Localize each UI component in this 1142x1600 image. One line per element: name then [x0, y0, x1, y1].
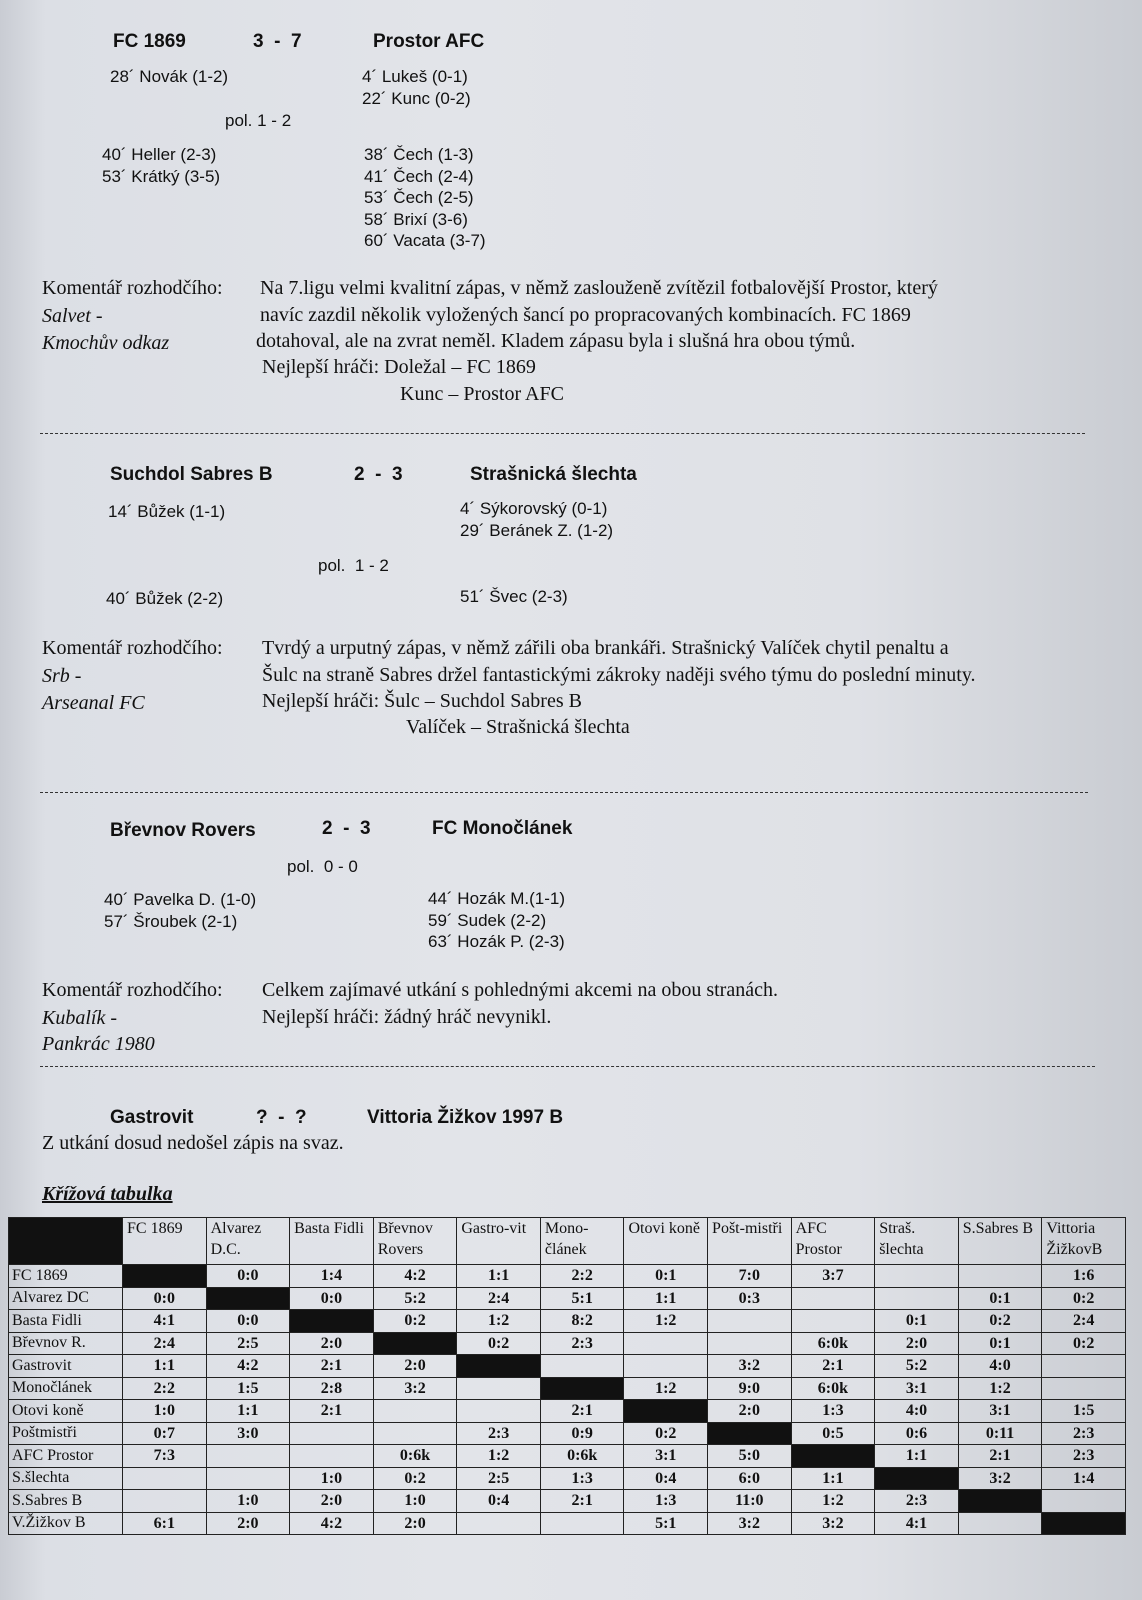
match1-away-goals-second-half — [364, 144, 486, 252]
match2-best-players: Nejlepší hráči: Šulc – Suchdol Sabres B — [262, 690, 582, 712]
result-cell: 1:1 — [875, 1445, 959, 1468]
cross-table — [8, 1217, 1126, 1535]
result-cell: 2:0 — [373, 1355, 457, 1378]
column-header: Alvarez D.C. — [206, 1218, 290, 1265]
column-header: Gastro-vit — [457, 1218, 541, 1265]
result-cell: 1:2 — [624, 1377, 708, 1400]
match3-comment-line: Celkem zajímavé utkání s pohlednými akcemi na obou stranách. — [262, 979, 778, 1001]
match2-referee-club: Arseanal FC — [42, 692, 145, 714]
match2-score: 2 - 3 — [354, 464, 403, 485]
result-cell: 8:2 — [540, 1310, 624, 1333]
match1-best-players: Nejlepší hráči: Doležal – FC 1869 — [262, 356, 536, 378]
diagonal-cell — [708, 1422, 792, 1445]
result-cell: 1:4 — [290, 1265, 374, 1288]
result-cell: 1:0 — [290, 1467, 374, 1490]
result-cell — [624, 1355, 708, 1378]
result-cell: 1:2 — [791, 1490, 875, 1513]
match1-score: 3 - 7 — [253, 31, 302, 52]
result-cell — [206, 1445, 290, 1468]
table-corner-cell — [9, 1218, 123, 1265]
row-team-name: Otovi koně — [9, 1400, 123, 1423]
match1-referee-club: Kmochův odkaz — [42, 332, 170, 354]
result-cell: 2:4 — [457, 1287, 541, 1310]
result-cell: 1:0 — [123, 1400, 207, 1423]
column-header: Mono-článek — [540, 1218, 624, 1265]
result-cell: 4:2 — [206, 1355, 290, 1378]
row-team-name: Basta Fidli — [9, 1310, 123, 1333]
result-cell: 2:1 — [540, 1400, 624, 1423]
goal-entry: 53´ Čech (2-5) — [364, 188, 474, 207]
match1-halftime: pol. 1 - 2 — [225, 111, 292, 130]
match3-home-goals — [104, 889, 256, 932]
diagonal-cell — [1042, 1512, 1126, 1535]
result-cell: 2:0 — [373, 1512, 457, 1535]
result-cell — [206, 1467, 290, 1490]
result-cell: 7:0 — [708, 1265, 792, 1288]
result-cell — [540, 1512, 624, 1535]
result-cell — [290, 1445, 374, 1468]
match1-referee-name: Salvet - — [42, 305, 103, 327]
result-cell: 6:1 — [123, 1512, 207, 1535]
match1-away-goals-first-half — [362, 66, 471, 109]
row-team-name: Poštmistři — [9, 1422, 123, 1445]
diagonal-cell — [875, 1467, 959, 1490]
match2-away-goals-first-half — [460, 498, 613, 541]
result-cell: 4:0 — [875, 1400, 959, 1423]
result-cell: 1:5 — [1042, 1400, 1126, 1423]
goal-entry: 58´ Brixí (3-6) — [364, 209, 468, 229]
result-cell — [1042, 1355, 1126, 1378]
result-cell: 3:7 — [791, 1265, 875, 1288]
table-row — [9, 1377, 1126, 1400]
result-cell: 0:1 — [958, 1287, 1042, 1310]
result-cell: 0:3 — [708, 1287, 792, 1310]
match4-note: Z utkání dosud nedošel zápis na svaz. — [42, 1132, 344, 1154]
result-cell: 5:2 — [373, 1287, 457, 1310]
result-cell — [373, 1422, 457, 1445]
match1-comment-line: Na 7.ligu velmi kvalitní zápas, v němž zaslouženě zvítězil fotbalovější Prostor, který — [260, 277, 938, 299]
result-cell — [958, 1265, 1042, 1288]
cross-table-header-row — [9, 1218, 1126, 1265]
result-cell: 4:1 — [875, 1512, 959, 1535]
result-cell — [708, 1310, 792, 1333]
goal-entry: 57´ Šroubek (2-1) — [104, 911, 238, 931]
goal-entry: 38´ Čech (1-3) — [364, 145, 474, 164]
result-cell: 2:5 — [206, 1332, 290, 1355]
goal-entry: 63´ Hozák P. (2-3) — [428, 932, 565, 951]
result-cell: 3:1 — [958, 1400, 1042, 1423]
match3-score: 2 - 3 — [322, 818, 371, 839]
match3-home-team: Břevnov Rovers — [110, 820, 256, 841]
goal-entry: 14´ Bůžek (1-1) — [108, 502, 226, 521]
result-cell: 1:0 — [373, 1490, 457, 1513]
result-cell: 1:2 — [624, 1310, 708, 1333]
result-cell: 3:0 — [206, 1422, 290, 1445]
result-cell: 0:1 — [875, 1310, 959, 1333]
result-cell: 0:0 — [123, 1287, 207, 1310]
match2-comment-line: Tvrdý a urputný zápas, v němž zářili oba brankáři. Strašnický Valíček chytil penaltu a — [262, 637, 949, 659]
result-cell: 0:2 — [1042, 1287, 1126, 1310]
result-cell: 2:5 — [457, 1467, 541, 1490]
divider — [40, 1066, 1095, 1067]
row-team-name: S.šlechta — [9, 1467, 123, 1490]
result-cell: 0:2 — [373, 1467, 457, 1490]
result-cell: 2:1 — [290, 1400, 374, 1423]
result-cell: 2:0 — [206, 1512, 290, 1535]
match4-away-team: Vittoria Žižkov 1997 B — [367, 1107, 564, 1128]
result-cell — [373, 1400, 457, 1423]
goal-entry: 59´ Sudek (2-2) — [428, 910, 547, 930]
goal-entry: 4´ Lukeš (0-1) — [362, 67, 468, 86]
result-cell: 0:0 — [206, 1310, 290, 1333]
result-cell — [540, 1355, 624, 1378]
result-cell: 1:1 — [123, 1355, 207, 1378]
result-cell: 3:2 — [373, 1377, 457, 1400]
result-cell: 9:0 — [708, 1377, 792, 1400]
result-cell — [123, 1490, 207, 1513]
result-cell: 3:2 — [708, 1355, 792, 1378]
match1-away-team: Prostor AFC — [373, 31, 485, 52]
result-cell — [958, 1512, 1042, 1535]
match1-comment-line: dotahoval, ale na zvrat neměl. Kladem zápasu byla i slušná hra obou týmů. — [256, 330, 856, 352]
goal-entry: 29´ Beránek Z. (1-2) — [460, 520, 614, 540]
result-cell: 5:2 — [875, 1355, 959, 1378]
result-cell: 3:2 — [791, 1512, 875, 1535]
goal-entry: 22´ Kunc (0-2) — [362, 88, 471, 108]
column-header: AFC Prostor — [791, 1218, 875, 1265]
result-cell: 2:1 — [958, 1445, 1042, 1468]
result-cell: 0:0 — [290, 1287, 374, 1310]
table-row — [9, 1310, 1126, 1333]
match1-comment-line: navíc zazdil několik vyložených šancí po propracovaných kombinacích. FC 1869 — [260, 304, 911, 326]
result-cell — [791, 1287, 875, 1310]
table-row — [9, 1265, 1126, 1288]
match2-away-team: Strašnická šlechta — [470, 464, 637, 485]
result-cell: 2:0 — [290, 1332, 374, 1355]
match2-away-goals-second-half — [460, 586, 568, 608]
result-cell: 2:0 — [875, 1332, 959, 1355]
column-header: Pošt-mistři — [708, 1218, 792, 1265]
column-header: FC 1869 — [123, 1218, 207, 1265]
divider — [40, 792, 1088, 793]
result-cell: 2:3 — [540, 1332, 624, 1355]
table-row — [9, 1467, 1126, 1490]
goal-entry: 40´ Heller (2-3) — [102, 145, 217, 164]
row-team-name: Monočlánek — [9, 1377, 123, 1400]
diagonal-cell — [540, 1377, 624, 1400]
diagonal-cell — [373, 1332, 457, 1355]
result-cell: 2:2 — [123, 1377, 207, 1400]
match2-home-team: Suchdol Sabres B — [110, 464, 273, 485]
row-team-name: Břevnov R. — [9, 1332, 123, 1355]
match2-best-player-2: Valíček – Strašnická šlechta — [406, 716, 630, 738]
result-cell: 6:0 — [708, 1467, 792, 1490]
result-cell: 0:4 — [624, 1467, 708, 1490]
match3-best-players: Nejlepší hráči: žádný hráč nevynikl. — [262, 1006, 552, 1028]
result-cell: 1:2 — [958, 1377, 1042, 1400]
result-cell: 2:3 — [1042, 1422, 1126, 1445]
result-cell — [708, 1332, 792, 1355]
row-team-name: S.Sabres B — [9, 1490, 123, 1513]
column-header: Otovi koně — [624, 1218, 708, 1265]
result-cell: 4:2 — [373, 1265, 457, 1288]
result-cell: 1:0 — [206, 1490, 290, 1513]
result-cell: 1:3 — [624, 1490, 708, 1513]
table-row — [9, 1400, 1126, 1423]
row-team-name: FC 1869 — [9, 1265, 123, 1288]
result-cell — [875, 1265, 959, 1288]
result-cell: 2:4 — [123, 1332, 207, 1355]
result-cell: 2:3 — [875, 1490, 959, 1513]
diagonal-cell — [123, 1265, 207, 1288]
result-cell: 0:5 — [791, 1422, 875, 1445]
result-cell: 1:2 — [457, 1445, 541, 1468]
table-row — [9, 1512, 1126, 1535]
match1-home-goals-first-half — [110, 66, 228, 88]
result-cell: 5:1 — [540, 1287, 624, 1310]
result-cell: 2:0 — [290, 1490, 374, 1513]
match1-best-player-2: Kunc – Prostor AFC — [400, 383, 564, 405]
column-header: Břevnov Rovers — [373, 1218, 457, 1265]
result-cell: 0:4 — [457, 1490, 541, 1513]
result-cell: 1:1 — [791, 1467, 875, 1490]
result-cell: 1:1 — [457, 1265, 541, 1288]
match2-comment-line: Šulc na straně Sabres držel fantastickými zákroky naději svého týmu do poslední minuty. — [262, 664, 976, 686]
table-row — [9, 1355, 1126, 1378]
result-cell: 1:4 — [1042, 1467, 1126, 1490]
match4-home-team: Gastrovit — [110, 1107, 194, 1128]
match2-home-goals-second-half — [106, 588, 223, 610]
result-cell: 1:6 — [1042, 1265, 1126, 1288]
diagonal-cell — [624, 1400, 708, 1423]
result-cell: 2:2 — [540, 1265, 624, 1288]
result-cell — [1042, 1377, 1126, 1400]
match3-away-goals — [428, 888, 565, 953]
diagonal-cell — [206, 1287, 290, 1310]
result-cell — [457, 1377, 541, 1400]
result-cell: 0:1 — [624, 1265, 708, 1288]
result-cell — [457, 1512, 541, 1535]
result-cell — [624, 1332, 708, 1355]
goal-entry: 60´ Vacata (3-7) — [364, 231, 486, 250]
diagonal-cell — [791, 1445, 875, 1468]
result-cell: 0:6k — [373, 1445, 457, 1468]
result-cell: 4:1 — [123, 1310, 207, 1333]
result-cell: 6:0k — [791, 1377, 875, 1400]
result-cell: 2:1 — [540, 1490, 624, 1513]
match2-halftime: pol. 1 - 2 — [318, 556, 389, 575]
result-cell — [1042, 1490, 1126, 1513]
goal-entry: 41´ Čech (2-4) — [364, 166, 474, 186]
result-cell: 0:6 — [875, 1422, 959, 1445]
match1-comment-label: Komentář rozhodčího: — [42, 277, 223, 299]
result-cell: 0:2 — [373, 1310, 457, 1333]
match2-referee-name: Srb - — [42, 665, 82, 687]
result-cell: 2:1 — [290, 1355, 374, 1378]
result-cell — [875, 1287, 959, 1310]
result-cell: 4:0 — [958, 1355, 1042, 1378]
result-cell: 0:2 — [624, 1422, 708, 1445]
result-cell — [123, 1467, 207, 1490]
row-team-name: V.Žižkov B — [9, 1512, 123, 1535]
match1-home-goals-second-half — [102, 144, 220, 187]
result-cell: 2:4 — [1042, 1310, 1126, 1333]
column-header: Vittoria ŽižkovB — [1042, 1218, 1126, 1265]
match3-away-team: FC Monočlánek — [432, 818, 573, 839]
result-cell: 0:1 — [958, 1332, 1042, 1355]
table-row — [9, 1287, 1126, 1310]
result-cell: 2:0 — [708, 1400, 792, 1423]
result-cell: 3:2 — [958, 1467, 1042, 1490]
column-header: S.Sabres B — [958, 1218, 1042, 1265]
match3-comment-label: Komentář rozhodčího: — [42, 979, 223, 1001]
diagonal-cell — [958, 1490, 1042, 1513]
result-cell: 5:0 — [708, 1445, 792, 1468]
goal-entry: 28´ Novák (1-2) — [110, 67, 229, 86]
match4-score: ? - ? — [256, 1107, 307, 1128]
match3-referee-name: Kubalík - — [42, 1007, 117, 1029]
column-header: Straš. šlechta — [875, 1218, 959, 1265]
match2-comment-label: Komentář rozhodčího: — [42, 637, 223, 659]
result-cell: 4:2 — [290, 1512, 374, 1535]
result-cell — [457, 1400, 541, 1423]
result-cell: 1:3 — [540, 1467, 624, 1490]
table-row — [9, 1445, 1126, 1468]
result-cell: 11:0 — [708, 1490, 792, 1513]
result-cell: 0:2 — [958, 1310, 1042, 1333]
result-cell: 1:1 — [206, 1400, 290, 1423]
result-cell: 0:2 — [457, 1332, 541, 1355]
result-cell: 0:7 — [123, 1422, 207, 1445]
result-cell: 3:2 — [708, 1512, 792, 1535]
result-cell: 1:3 — [791, 1400, 875, 1423]
goal-entry: 53´ Krátký (3-5) — [102, 166, 221, 186]
result-cell: 0:0 — [206, 1265, 290, 1288]
result-cell — [791, 1310, 875, 1333]
match2-home-goals-first-half — [108, 501, 225, 523]
row-team-name: Alvarez DC — [9, 1287, 123, 1310]
row-team-name: AFC Prostor — [9, 1445, 123, 1468]
match3-halftime: pol. 0 - 0 — [287, 857, 358, 876]
table-row — [9, 1332, 1126, 1355]
match3-referee-club: Pankrác 1980 — [42, 1033, 155, 1055]
result-cell: 3:1 — [875, 1377, 959, 1400]
goal-entry: 51´ Švec (2-3) — [460, 587, 568, 606]
row-team-name: Gastrovit — [9, 1355, 123, 1378]
result-cell: 2:8 — [290, 1377, 374, 1400]
result-cell: 1:5 — [206, 1377, 290, 1400]
result-cell: 6:0k — [791, 1332, 875, 1355]
result-cell: 2:3 — [457, 1422, 541, 1445]
result-cell: 2:1 — [791, 1355, 875, 1378]
table-row — [9, 1422, 1126, 1445]
result-cell: 2:3 — [1042, 1445, 1126, 1468]
goal-entry: 4´ Sýkorovský (0-1) — [460, 499, 608, 518]
result-cell: 5:1 — [624, 1512, 708, 1535]
goal-entry: 40´ Pavelka D. (1-0) — [104, 890, 257, 909]
divider — [40, 433, 1085, 434]
result-cell: 0:6k — [540, 1445, 624, 1468]
result-cell: 0:9 — [540, 1422, 624, 1445]
diagonal-cell — [457, 1355, 541, 1378]
goal-entry: 40´ Bůžek (2-2) — [106, 589, 224, 608]
result-cell: 0:11 — [958, 1422, 1042, 1445]
result-cell: 0:2 — [1042, 1332, 1126, 1355]
match1-home-team: FC 1869 — [113, 31, 186, 52]
column-header: Basta Fidli — [290, 1218, 374, 1265]
result-cell: 1:2 — [457, 1310, 541, 1333]
result-cell — [290, 1422, 374, 1445]
cross-table-title: Křížová tabulka — [42, 1183, 173, 1205]
table-row — [9, 1490, 1126, 1513]
diagonal-cell — [290, 1310, 374, 1333]
goal-entry: 44´ Hozák M.(1-1) — [428, 889, 565, 908]
result-cell: 7:3 — [123, 1445, 207, 1468]
result-cell: 1:1 — [624, 1287, 708, 1310]
result-cell: 3:1 — [624, 1445, 708, 1468]
